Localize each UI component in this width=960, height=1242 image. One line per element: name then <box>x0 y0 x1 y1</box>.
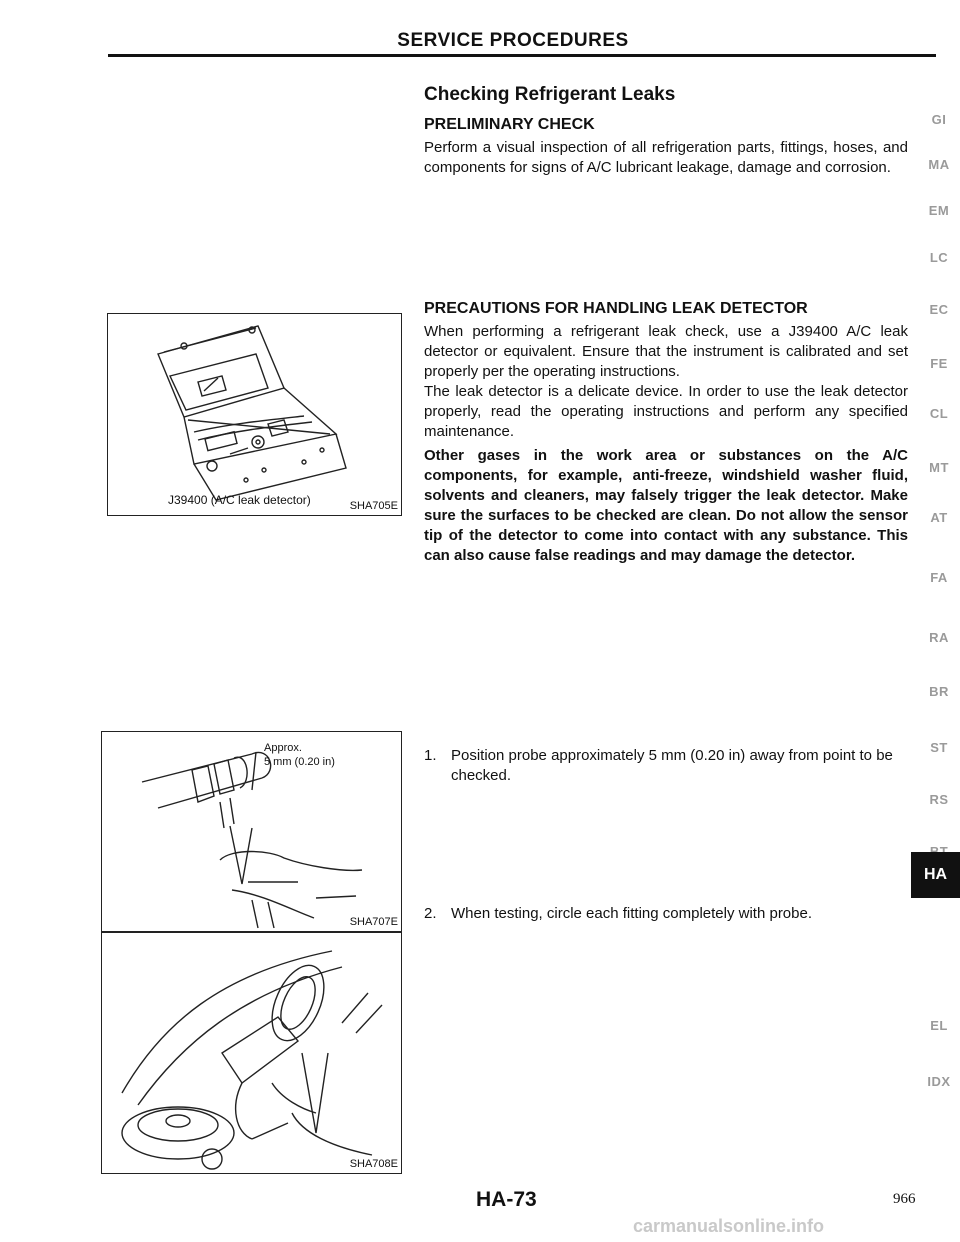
index-tab-st[interactable]: ST <box>930 740 948 755</box>
index-tab-br[interactable]: BR <box>929 684 949 699</box>
precautions-block <box>424 300 908 566</box>
precautions-text-2: The leak detector is a delicate device. In order to use the leak detector properly, read the operating instructions and perform any specified maintenance. <box>424 383 908 440</box>
probe-distance-illustration <box>102 732 401 931</box>
circle-fitting-illustration <box>102 933 401 1173</box>
index-tab-ec[interactable]: EC <box>929 302 949 317</box>
index-tab-ra[interactable]: RA <box>929 630 949 645</box>
step-number: 1. <box>424 747 437 764</box>
section-title: Checking Refrigerant Leaks <box>424 84 676 105</box>
index-tab-at[interactable]: AT <box>930 510 948 525</box>
index-tab-cl[interactable]: CL <box>929 406 949 421</box>
step-text: Position probe approximately 5 mm (0.20 in) away from point to be checked. <box>451 747 893 784</box>
figure-caption: J39400 (A/C leak detector) <box>168 493 311 507</box>
preliminary-check-block <box>424 116 908 178</box>
index-tab-ha-active[interactable]: HA <box>911 852 960 898</box>
precautions-text-1: When performing a refrigerant leak check, use a J39400 A/C leak detector or equivalent. Ensure that the instrument is calibrated and set properly per the operating instructions. <box>424 323 908 380</box>
header-rule <box>108 54 936 57</box>
preliminary-heading: PRELIMINARY CHECK <box>424 116 595 133</box>
precautions-warning: Other gases in the work area or substances on the A/C components, for example, anti-freeze, windshield washer fluid, solvents and cleaners, may falsely trigger the leak detector. Make sure the surfaces to be checked are clean. Do not allow the sensor tip of the detector to come into contact with any substance. This can also cause false readings and may damage the detector. <box>424 447 908 564</box>
preliminary-text: Perform a visual inspection of all refrigeration parts, fittings, hoses, and components for signs of A/C lubricant leakage, damage and corrosion. <box>424 139 908 176</box>
index-tab-lc[interactable]: LC <box>929 250 949 265</box>
index-tab-ma[interactable]: MA <box>928 157 950 172</box>
index-tab-el[interactable]: EL <box>930 1018 948 1033</box>
index-tab-fa[interactable]: FA <box>930 570 948 585</box>
probe-annotation-approx: Approx. <box>264 742 302 754</box>
index-tab-fe[interactable]: FE <box>930 356 948 371</box>
figure-code: SHA705E <box>349 500 398 512</box>
probe-annotation-distance: 5 mm (0.20 in) <box>264 756 335 768</box>
page-header <box>108 30 918 52</box>
footer-section-code: HA-73 <box>476 1188 537 1211</box>
index-tab-rs[interactable]: RS <box>929 792 949 807</box>
figure-leak-detector <box>107 313 402 516</box>
index-tab-idx[interactable]: IDX <box>927 1074 951 1089</box>
index-tab-mt[interactable]: MT <box>929 460 949 475</box>
index-tab-gi[interactable]: GI <box>931 112 947 127</box>
leak-detector-case-illustration <box>108 314 401 515</box>
step-number: 2. <box>424 905 437 922</box>
step-text: When testing, circle each fitting completely with probe. <box>451 905 813 922</box>
figure-code: SHA707E <box>349 916 398 928</box>
figure-circle-fitting <box>101 932 402 1174</box>
figure-code: SHA708E <box>349 1158 398 1170</box>
precautions-heading: PRECAUTIONS FOR HANDLING LEAK DETECTOR <box>424 300 808 317</box>
header-title: SERVICE PROCEDURES <box>397 30 629 51</box>
page-number: 966 <box>893 1191 916 1207</box>
figure-probe-distance <box>101 731 402 932</box>
index-tab-em[interactable]: EM <box>928 203 950 218</box>
watermark: carmanualsonline.info <box>633 1216 825 1236</box>
